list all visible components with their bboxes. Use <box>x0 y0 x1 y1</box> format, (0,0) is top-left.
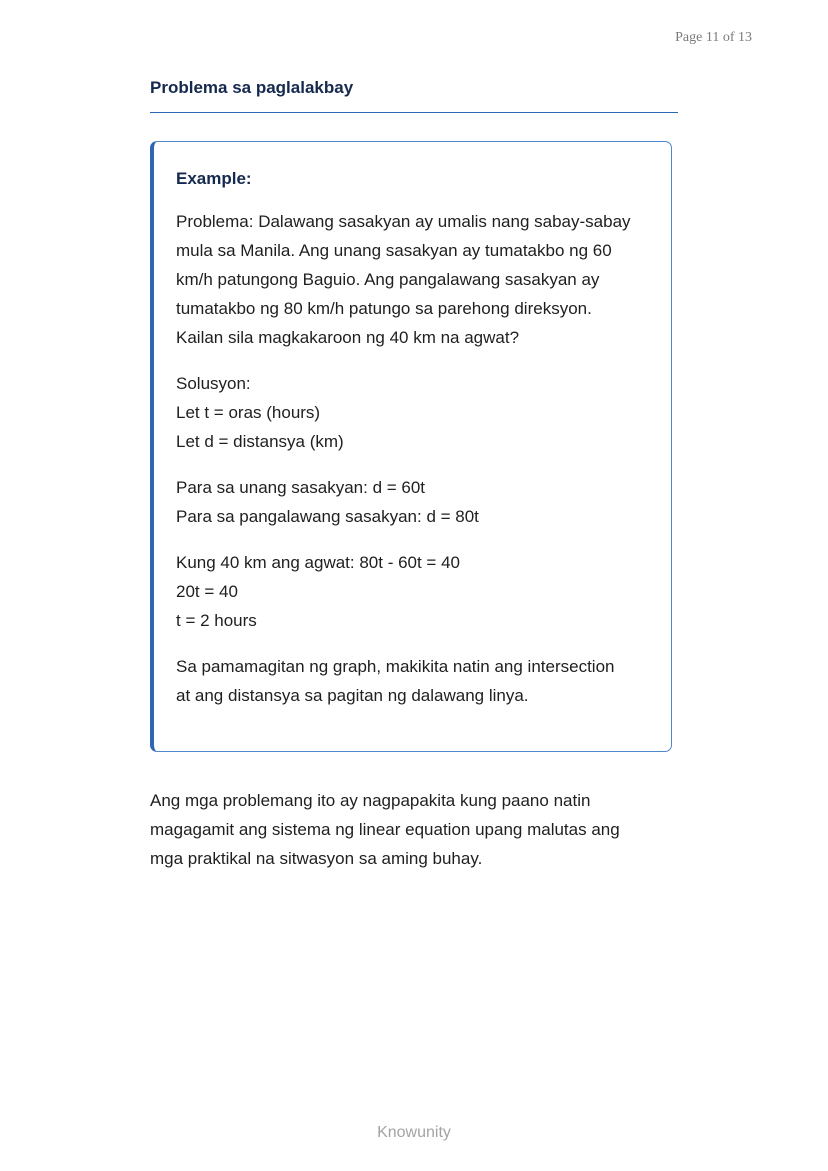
graph-note-line: at ang distansya sa pagitan ng dalawang linya. <box>176 686 529 705</box>
solution-line: Solusyon: <box>176 374 251 393</box>
closing-line: magagamit ang sistema ng linear equation upang malutas ang <box>150 820 620 839</box>
solution-line: Let d = distansya (km) <box>176 432 344 451</box>
solution-line: Let t = oras (hours) <box>176 403 321 422</box>
step-line: Kung 40 km ang agwat: 80t - 60t = 40 <box>176 553 460 572</box>
solution-paragraph <box>176 369 651 456</box>
problem-line: Kailan sila magkakaroon ng 40 km na agwat? <box>176 328 520 347</box>
footer-brand: Knowunity <box>377 1124 451 1141</box>
equation-line: Para sa pangalawang sasakyan: d = 80t <box>176 507 479 526</box>
problem-line: km/h patungong Baguio. Ang pangalawang sasakyan ay <box>176 270 600 289</box>
equation-line: Para sa unang sasakyan: d = 60t <box>176 478 426 497</box>
step-line: 20t = 40 <box>176 582 238 601</box>
problem-line: Problema: Dalawang sasakyan ay umalis nang sabay-sabay <box>176 212 631 231</box>
example-box <box>150 141 672 752</box>
page-number: Page 11 of 13 <box>675 30 752 45</box>
problem-line: mula sa Manila. Ang unang sasakyan ay tumatakbo ng 60 <box>176 241 612 260</box>
step-line: t = 2 hours <box>176 611 257 630</box>
title-divider <box>150 112 678 113</box>
problem-line: tumatakbo ng 80 km/h patungo sa parehong direksyon. <box>176 299 592 318</box>
steps-paragraph <box>176 548 651 635</box>
problem-paragraph <box>176 207 651 352</box>
section-title: Problema sa paglalakbay <box>150 78 354 97</box>
closing-line: mga praktikal na sitwasyon sa aming buhay. <box>150 849 483 868</box>
graph-note-paragraph <box>176 652 651 710</box>
graph-note-line: Sa pamamagitan ng graph, makikita natin ang intersection <box>176 657 615 676</box>
closing-line: Ang mga problemang ito ay nagpapakita kung paano natin <box>150 791 591 810</box>
equations-paragraph <box>176 473 651 531</box>
example-heading: Example: <box>176 169 252 188</box>
closing-paragraph <box>150 786 670 873</box>
